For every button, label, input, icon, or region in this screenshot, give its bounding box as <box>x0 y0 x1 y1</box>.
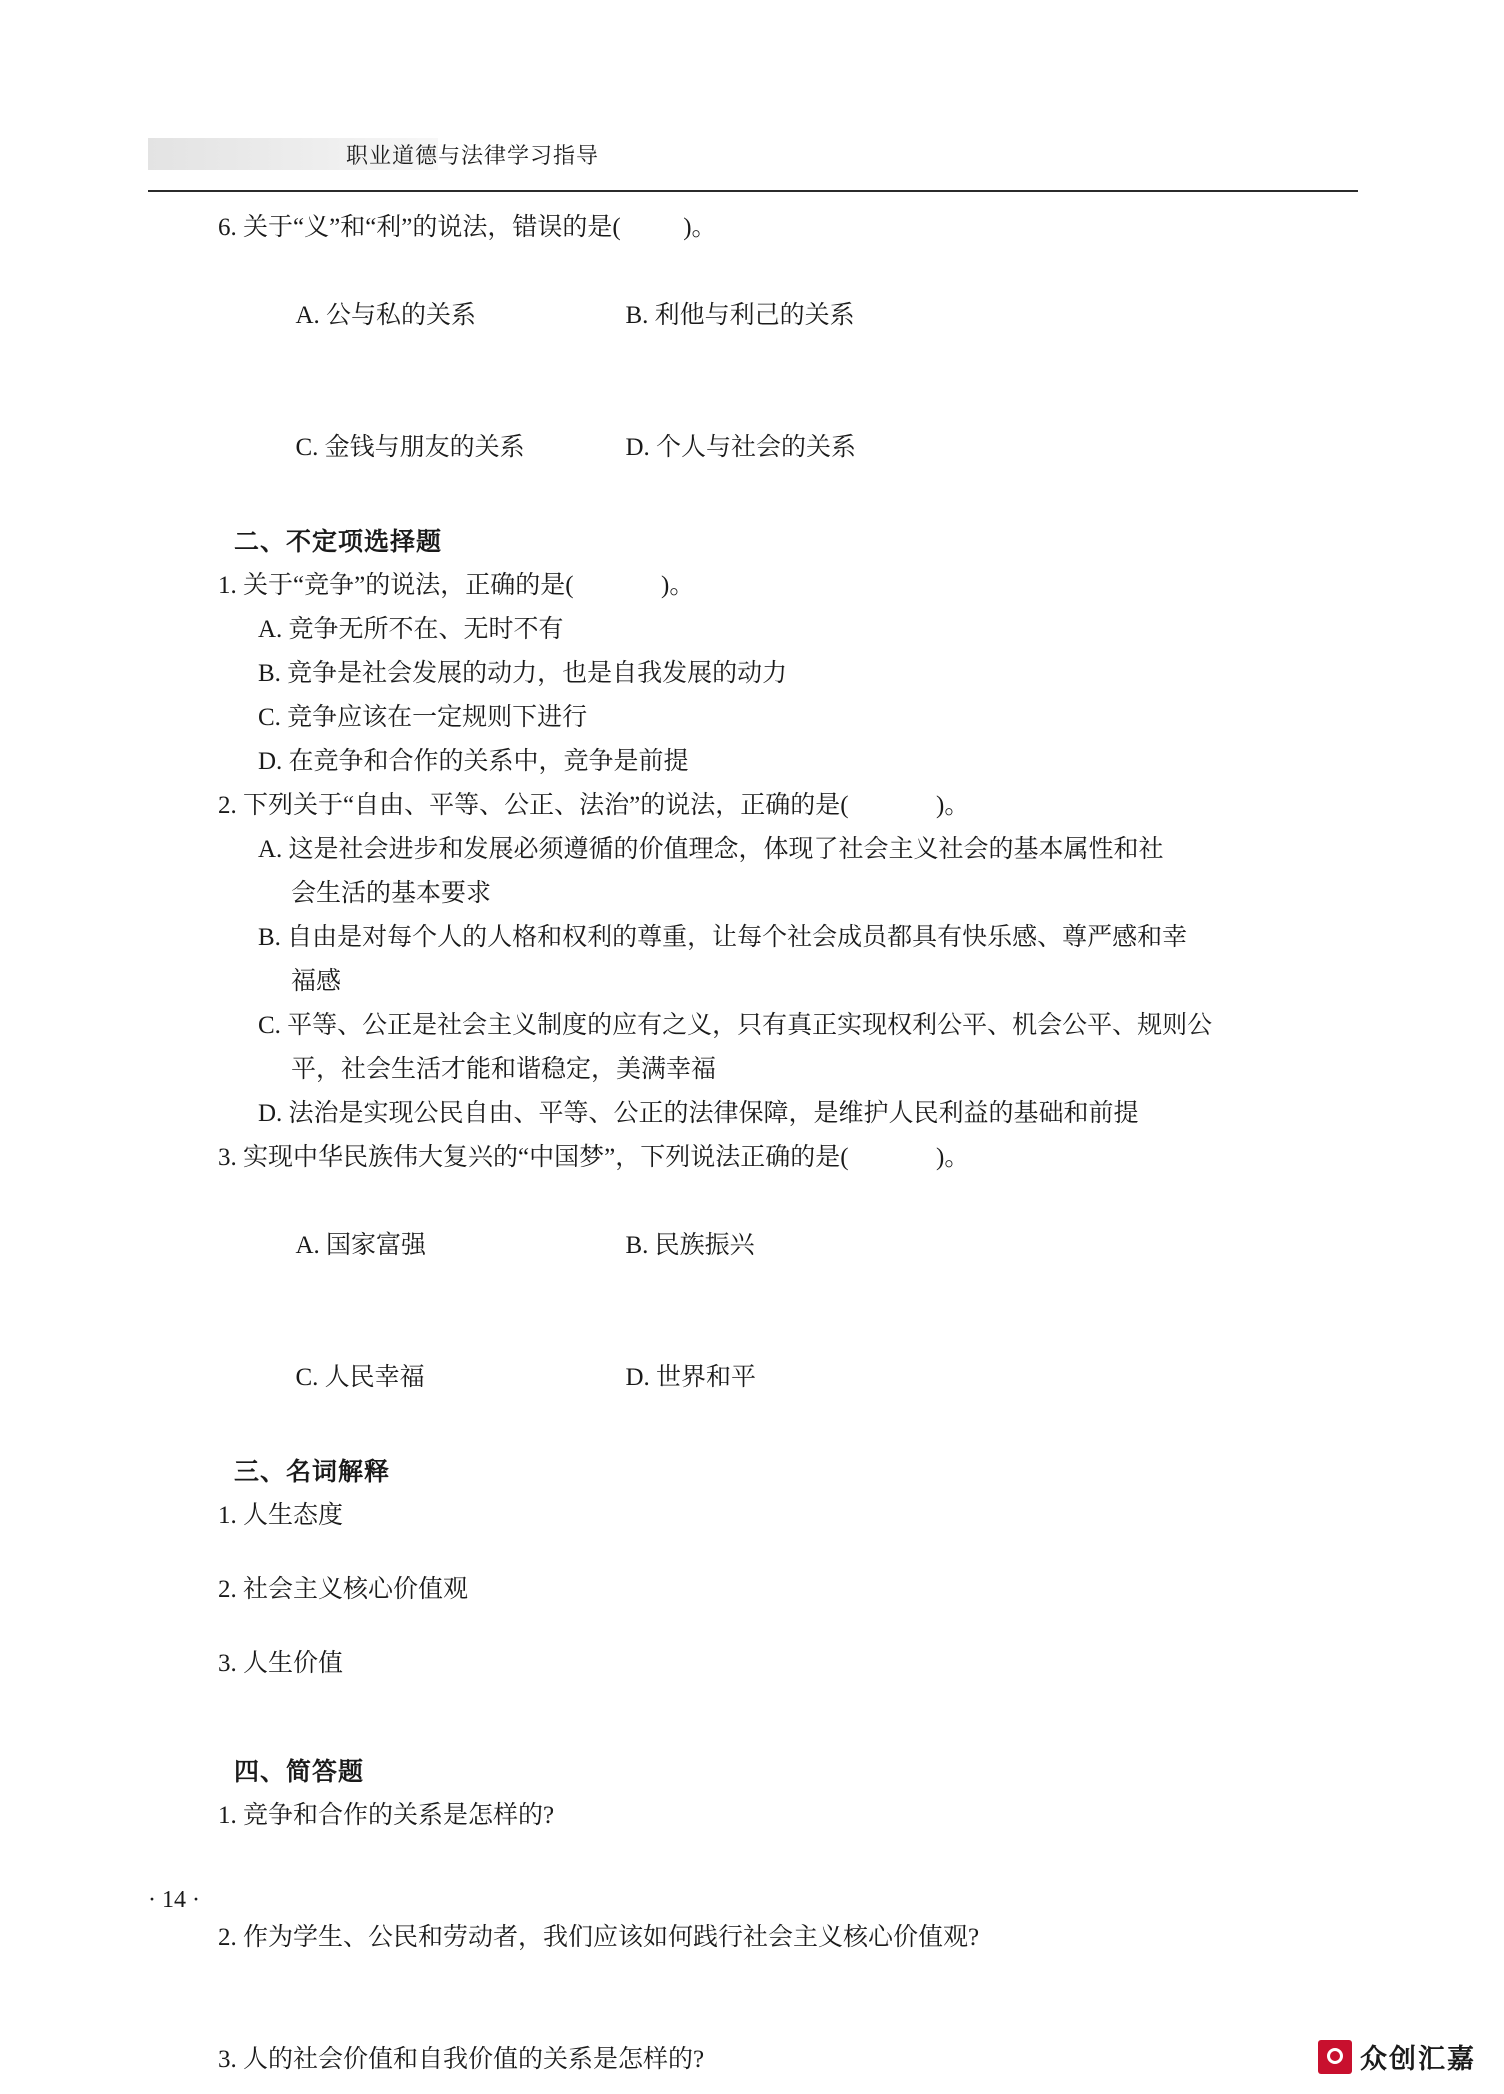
section2-item-1-option-b: B. 竞争是社会发展的动力，也是自我发展的动力 <box>258 660 788 687</box>
section2-item-2-option-c-cont: 平，社会生活才能和谐稳定，美满幸福 <box>291 1056 717 1083</box>
section2-item-3-option-d: D. 世界和平 <box>625 1364 757 1391</box>
question-6-option-a: A. 公与私的关系 <box>295 302 477 329</box>
section3-item-3: 3. 人生价值 <box>218 1650 344 1677</box>
section2-item-1-option-a: A. 竞争无所不在、无时不有 <box>258 616 564 643</box>
answer-space-3-1 <box>148 1538 1360 1568</box>
section2-item-3-option-b: B. 民族振兴 <box>625 1232 755 1259</box>
section2-item-3-option-c: C. 人民幸福 <box>295 1364 425 1391</box>
question-6-options-row-2 <box>148 382 1360 514</box>
section-heading-4: 四、简答题 <box>234 1758 365 1786</box>
section2-item-2-option-b-cont: 福感 <box>291 968 342 995</box>
answer-space-3-2 <box>148 1612 1360 1642</box>
question-6-options-row-1 <box>148 250 1360 382</box>
section2-item-2-option-a: A. 这是社会进步和发展必须遵循的价值理念，体现了社会主义社会的基本属性和社 <box>258 836 1164 863</box>
section4-item-2: 2. 作为学生、公民和劳动者，我们应该如何践行社会主义核心价值观? <box>218 1924 980 1951</box>
section4-item-1: 1. 竞争和合作的关系是怎样的? <box>218 1802 555 1829</box>
section2-item-2-option-a-cont: 会生活的基本要求 <box>291 880 492 907</box>
section2-item-1-stem: 1. 关于“竞争”的说法，正确的是( )。 <box>218 572 695 599</box>
section2-item-2-option-c: C. 平等、公正是社会主义制度的应有之义，只有真正实现权利公平、机会公平、规则公 <box>258 1012 1213 1039</box>
section2-item-1-option-d: D. 在竞争和合作的关系中，竞争是前提 <box>258 748 689 775</box>
section2-item-3-stem: 3. 实现中华民族伟大复兴的“中国梦”，下列说法正确的是( )。 <box>218 1144 970 1171</box>
watermark-text: 众创汇嘉 <box>1360 2044 1476 2074</box>
section2-item-2-option-d: D. 法治是实现公民自由、平等、公正的法律保障，是维护人民利益的基础和前提 <box>258 1100 1139 1127</box>
page-content <box>148 206 1360 2082</box>
logo-mark-icon <box>1318 2040 1352 2074</box>
running-head-title: 职业道德与法律学习指导 <box>346 143 600 168</box>
section2-item-3-options-row-1 <box>148 1180 1360 1312</box>
header-rule <box>148 190 1358 192</box>
question-6-option-c: C. 金钱与朋友的关系 <box>295 434 525 461</box>
section2-item-2-option-b: B. 自由是对每个人的人格和权利的尊重，让每个社会成员都具有快乐感、尊严感和幸 <box>258 924 1188 951</box>
section4-item-3: 3. 人的社会价值和自我价值的关系是怎样的? <box>218 2046 705 2073</box>
question-6-option-d: D. 个人与社会的关系 <box>625 434 857 461</box>
watermark-logo <box>1318 2037 1476 2076</box>
question-6-stem: 6. 关于“义”和“利”的说法，错误的是( )。 <box>218 214 717 241</box>
section2-item-2-stem: 2. 下列关于“自由、平等、公正、法治”的说法，正确的是( )。 <box>218 792 970 819</box>
section-heading-3: 三、名词解释 <box>234 1458 391 1486</box>
section3-item-2: 2. 社会主义核心价值观 <box>218 1576 469 1603</box>
question-6-option-b: B. 利他与利己的关系 <box>625 302 855 329</box>
running-head <box>148 138 1358 172</box>
section3-item-1: 1. 人生态度 <box>218 1502 344 1529</box>
answer-space-3-3 <box>148 1686 1360 1744</box>
section2-item-3-option-a: A. 国家富强 <box>295 1232 427 1259</box>
page-number: · 14 · <box>148 1887 200 1913</box>
section2-item-3-options-row-2 <box>148 1312 1360 1444</box>
section-heading-2: 二、不定项选择题 <box>234 528 443 556</box>
section2-item-1-option-c: C. 竞争应该在一定规则下进行 <box>258 704 588 731</box>
answer-space-4-2 <box>148 1960 1360 2038</box>
